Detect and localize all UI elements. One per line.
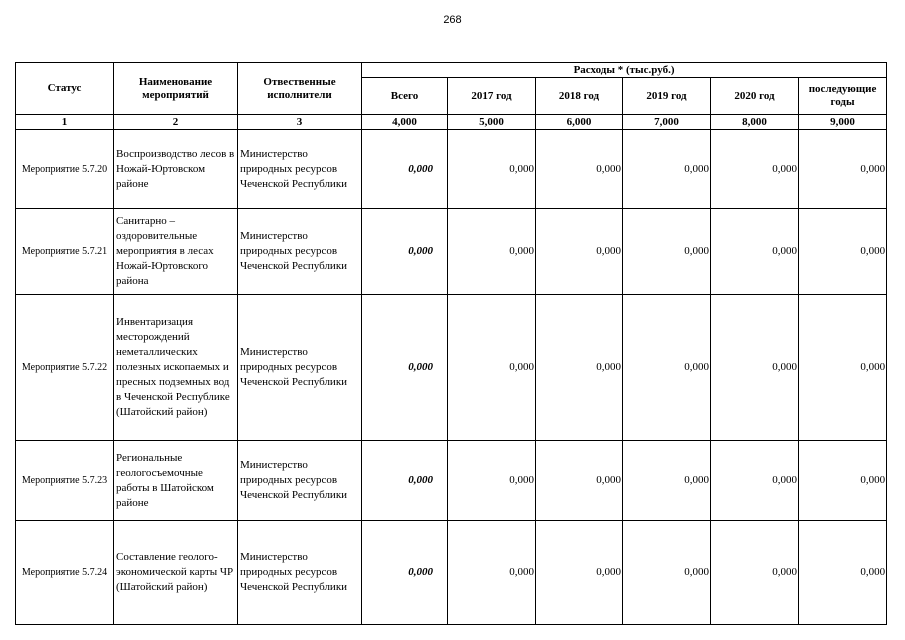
row-value-following: 0,000 [799,209,887,295]
column-number: 1 [16,115,114,130]
row-value-2018: 0,000 [536,295,623,441]
column-numbers-row [16,115,887,130]
row-value-2019: 0,000 [623,295,711,441]
row-value-2018: 0,000 [536,130,623,209]
header-year-2020: 2020 год [711,78,799,115]
table-row [16,521,887,625]
row-value-2017: 0,000 [448,295,536,441]
header-year-2019: 2019 год [623,78,711,115]
row-value-following: 0,000 [799,130,887,209]
column-number: 6,000 [536,115,623,130]
header-status: Статус [16,63,114,115]
row-value-2019: 0,000 [623,209,711,295]
row-value-2018: 0,000 [536,521,623,625]
table-row [16,441,887,521]
row-value-2018: 0,000 [536,441,623,521]
column-number: 8,000 [711,115,799,130]
expenses-table [15,62,887,625]
header-year-2018: 2018 год [536,78,623,115]
row-total: 0,000 [362,130,448,209]
column-number: 5,000 [448,115,536,130]
row-value-2019: 0,000 [623,521,711,625]
row-value-2019: 0,000 [623,441,711,521]
row-status: Мероприятие 5.7.21 [16,209,114,295]
row-value-following: 0,000 [799,441,887,521]
row-value-2017: 0,000 [448,441,536,521]
row-total: 0,000 [362,521,448,625]
row-value-2018: 0,000 [536,209,623,295]
table-row [16,130,887,209]
column-number: 7,000 [623,115,711,130]
row-name: Инвентаризация месторождений неметаллических полезных ископаемых и пресных подземных вод в Чеченской Республике (Шатойский район) [114,295,238,441]
row-status: Мероприятие 5.7.23 [16,441,114,521]
header-name: Наименование мероприятий [114,63,238,115]
row-value-2020: 0,000 [711,209,799,295]
row-value-2017: 0,000 [448,521,536,625]
row-executor: Министерство природных ресурсов Чеченской Республики [238,209,362,295]
row-status: Мероприятие 5.7.24 [16,521,114,625]
row-total: 0,000 [362,209,448,295]
table-row [16,209,887,295]
row-total: 0,000 [362,441,448,521]
row-value-2020: 0,000 [711,130,799,209]
column-number: 2 [114,115,238,130]
header-year-2017: 2017 год [448,78,536,115]
row-executor: Министерство природных ресурсов Чеченской Республики [238,441,362,521]
row-value-2017: 0,000 [448,209,536,295]
row-value-2020: 0,000 [711,441,799,521]
header-row [16,63,887,78]
row-executor: Министерство природных ресурсов Чеченской Республики [238,295,362,441]
row-value-following: 0,000 [799,521,887,625]
row-executor: Министерство природных ресурсов Чеченской Республики [238,130,362,209]
header-executors: Отвественные исполнители [238,63,362,115]
row-name: Санитарно – оздоровительные мероприятия в лесах Ножай-Юртовского района [114,209,238,295]
row-value-2019: 0,000 [623,130,711,209]
header-year-total: Всего [362,78,448,115]
column-number: 3 [238,115,362,130]
row-value-2020: 0,000 [711,295,799,441]
column-number: 9,000 [799,115,887,130]
page-number: 268 [443,14,462,26]
row-value-following: 0,000 [799,295,887,441]
row-name: Составление геолого-экономической карты ЧР (Шатойский район) [114,521,238,625]
row-executor: Министерство природных ресурсов Чеченской Республики [238,521,362,625]
row-name: Воспроизводство лесов в Ножай-Юртовском районе [114,130,238,209]
header-year-following: последующие годы [799,78,887,115]
row-status: Мероприятие 5.7.20 [16,130,114,209]
row-status: Мероприятие 5.7.22 [16,295,114,441]
row-total: 0,000 [362,295,448,441]
header-expenses: Расходы * (тыс.руб.) [362,63,887,78]
row-name: Региональные геологосъемочные работы в Шатойском районе [114,441,238,521]
table-row [16,295,887,441]
column-number: 4,000 [362,115,448,130]
row-value-2017: 0,000 [448,130,536,209]
row-value-2020: 0,000 [711,521,799,625]
